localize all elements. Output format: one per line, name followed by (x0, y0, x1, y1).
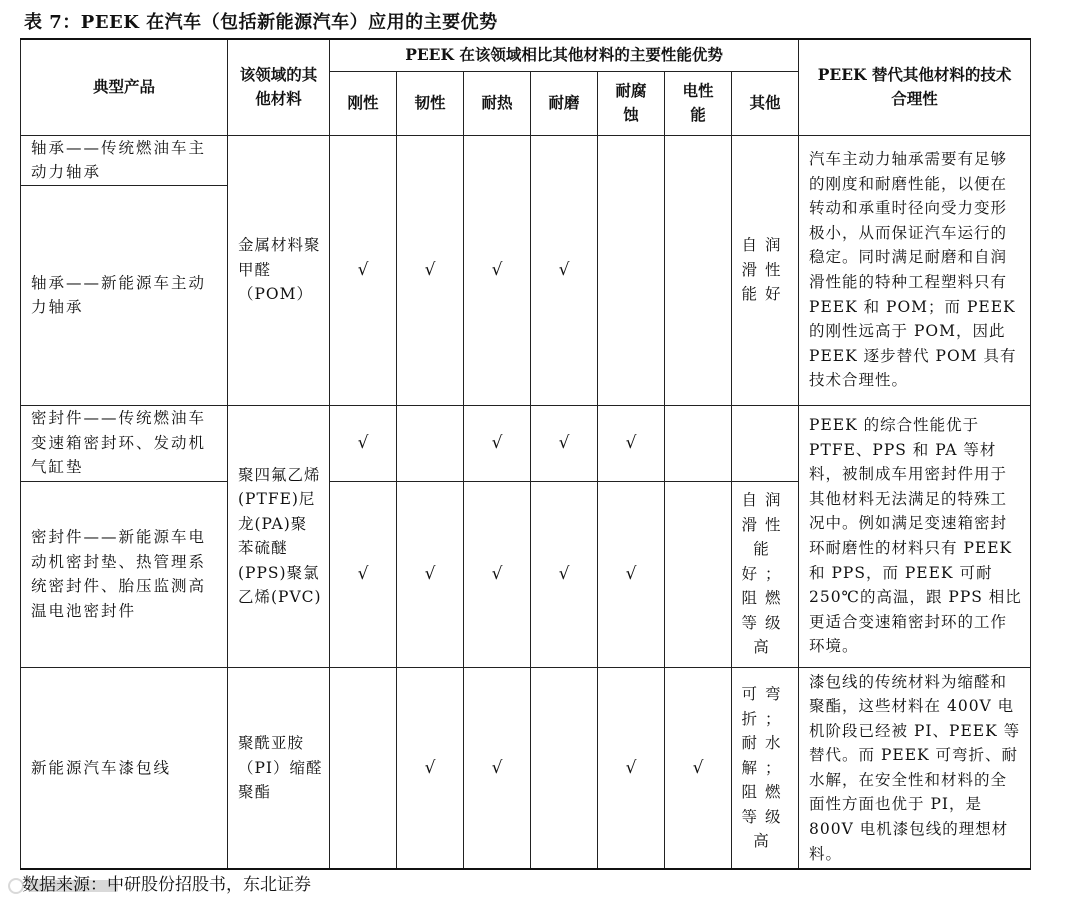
check-electrical (665, 481, 732, 667)
check-wear (531, 667, 598, 869)
peek-advantage-table (20, 38, 1031, 870)
other-advantage-cell: 自润滑性能好；阻燃等级高 (732, 481, 799, 667)
check-rigidity: √ (330, 481, 397, 667)
check-wear: √ (531, 481, 598, 667)
check-toughness: √ (397, 667, 464, 869)
check-heat: √ (464, 135, 531, 405)
header-heat-resistance: 耐热 (464, 71, 531, 135)
other-advantage-cell: 自润滑性能好 (732, 135, 799, 405)
check-heat: √ (464, 667, 531, 869)
header-electrical: 电性能 (665, 71, 732, 135)
header-rationale: PEEK 替代其他材料的技术合理性 (799, 39, 1031, 135)
table-title: 表 7：PEEK 在汽车（包括新能源汽车）应用的主要优势 (24, 12, 498, 33)
other-advantage-cell: 可弯折；耐水解；阻燃等级高 (732, 667, 799, 869)
product-cell: 新能源汽车漆包线 (21, 667, 228, 869)
check-corrosion: √ (598, 405, 665, 481)
check-corrosion: √ (598, 667, 665, 869)
product-cell: 密封件——新能源车电动机密封垫、热管理系统密封件、胎压监测高温电池密封件 (21, 481, 228, 667)
check-electrical: √ (665, 667, 732, 869)
check-rigidity (330, 667, 397, 869)
check-heat: √ (464, 481, 531, 667)
check-wear: √ (531, 405, 598, 481)
check-heat: √ (464, 405, 531, 481)
materials-cell: 金属材料聚甲醛（POM） (228, 135, 330, 405)
check-toughness: √ (397, 481, 464, 667)
rationale-cell: 汽车主动力轴承需要有足够的刚度和耐磨性能，以便在转动和承重时径向受力变形极小，从而保证汽车运行的稳定。同时满足耐磨和自润滑性能的特种工程塑料只有 PEEK 和 POM；而 PEEK 的刚性远高于 POM，因此 PEEK 逐步替代 POM 具有技术合理性。 (799, 135, 1031, 405)
product-cell: 轴承——新能源车主动力轴承 (21, 185, 228, 405)
check-rigidity: √ (330, 135, 397, 405)
materials-cell: 聚四氟乙烯(PTFE)尼龙(PA)聚苯硫醚(PPS)聚氯乙烯(PVC) (228, 405, 330, 667)
header-toughness: 韧性 (397, 71, 464, 135)
check-toughness (397, 405, 464, 481)
check-electrical (665, 405, 732, 481)
check-rigidity: √ (330, 405, 397, 481)
header-wear-resistance: 耐磨 (531, 71, 598, 135)
rationale-cell: PEEK 的综合性能优于 PTFE、PPS 和 PA 等材料，被制成车用密封件用于其他材料无法满足的特殊工况中。例如满足变速箱密封环耐磨性的材料只有 PEEK 和 PPS，而 PEEK 可耐 250℃的高温，跟 PPS 相比更适合变速箱密封环的工作环境。 (799, 405, 1031, 667)
product-cell: 密封件——传统燃油车变速箱密封环、发动机气缸垫 (21, 405, 228, 481)
check-corrosion: √ (598, 481, 665, 667)
header-product: 典型产品 (21, 39, 228, 135)
check-toughness: √ (397, 135, 464, 405)
header-other-materials: 该领域的其他材料 (228, 39, 330, 135)
check-electrical (665, 135, 732, 405)
rationale-cell: 漆包线的传统材料为缩醛和聚酯，这些材料在 400V 电机阶段已经被 PI、PEEK 等替代。而 PEEK 可弯折、耐水解，在安全性和材料的全面性方面也优于 PI，是 800V 电机漆包线的理想材料。 (799, 667, 1031, 869)
product-cell: 轴承——传统燃油车主动力轴承 (21, 135, 228, 185)
check-corrosion (598, 135, 665, 405)
header-corrosion-resistance: 耐腐蚀 (598, 71, 665, 135)
source-note: 数据来源：中研股份招股书，东北证券 (22, 875, 311, 895)
materials-cell: 聚酰亚胺（PI）缩醛聚酯 (228, 667, 330, 869)
other-advantage-cell (732, 405, 799, 481)
header-advantage-group: PEEK 在该领域相比其他材料的主要性能优势 (330, 39, 799, 71)
check-wear: √ (531, 135, 598, 405)
header-rigidity: 刚性 (330, 71, 397, 135)
header-other: 其他 (732, 71, 799, 135)
